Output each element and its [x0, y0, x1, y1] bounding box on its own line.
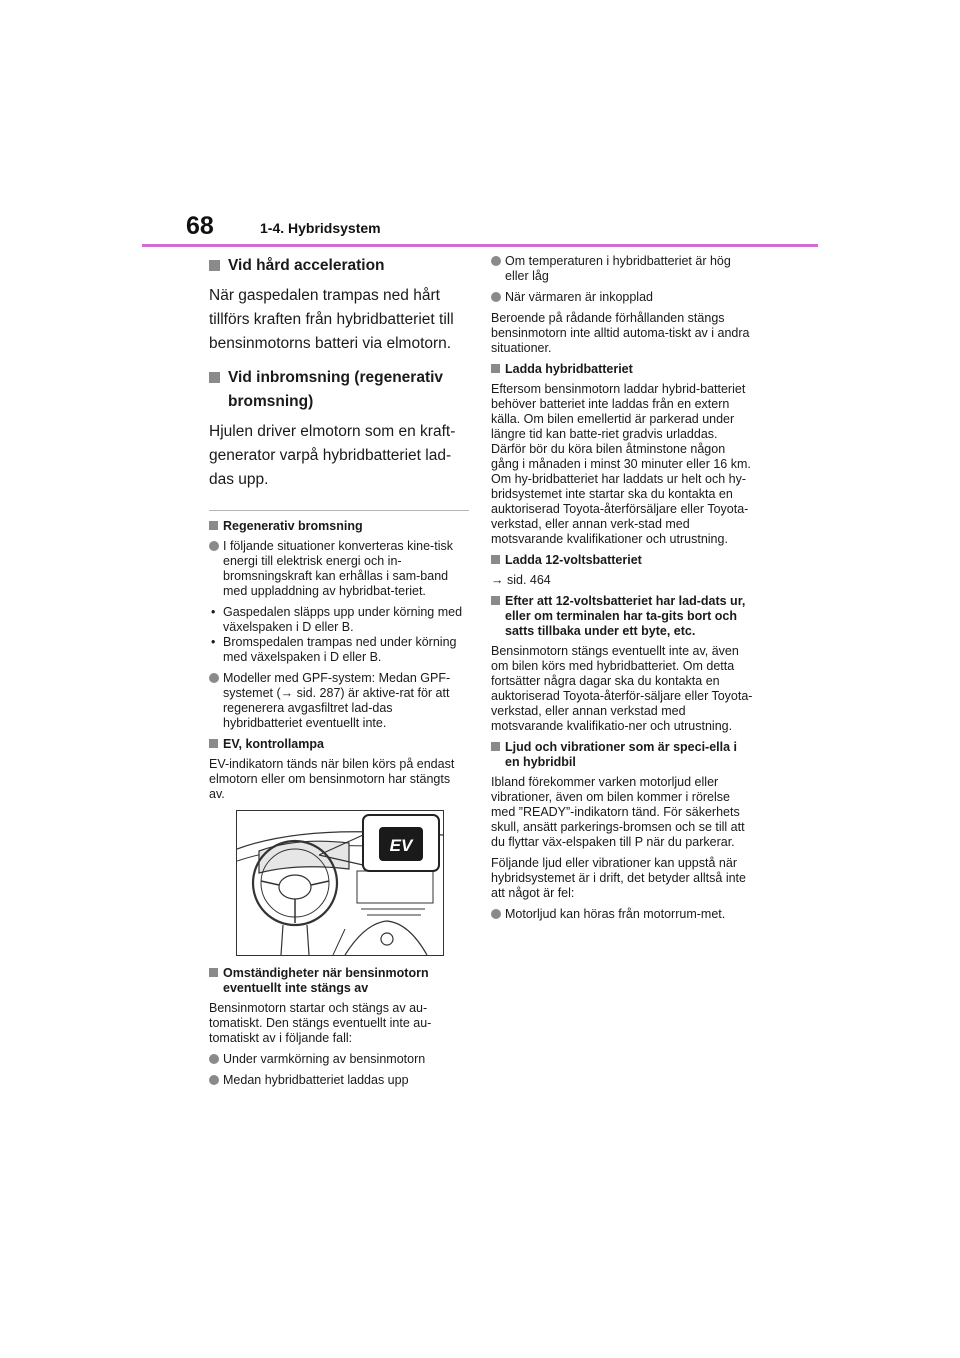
conditions-text: Beroende på rådande förhållanden stängs bensinmotorn inte alltid automa-tiskt av i andra situationer.: [491, 311, 750, 355]
hard-acceleration-heading: Vid hård acceleration: [209, 254, 469, 278]
circle-bullet-icon: [209, 1054, 219, 1064]
left-column: [209, 254, 469, 1094]
sound-text: Följande ljud eller vibrationer kan uppstå när hybridsystemet är i drift, det betyder alltså inte att något är fel:: [491, 856, 746, 900]
temp-bullet: Om temperaturen i hybridbatteriet är hög eller låg: [491, 254, 753, 284]
square-bullet-icon: [209, 372, 220, 383]
circle-bullet-icon: [491, 292, 501, 302]
after-battery-heading: Efter att 12-voltsbatteriet har lad-dats ur, eller om terminalen har ta-gits bort och satts tillbaka under ett byte, etc.: [491, 594, 753, 639]
ev-badge-icon: EV: [389, 836, 413, 855]
section-title: 1-4. Hybridsystem: [260, 220, 381, 236]
ev-heading: EV, kontrollampa: [209, 737, 469, 752]
square-bullet-icon: [491, 364, 500, 373]
ev-indicator-illustration: [236, 810, 444, 956]
square-bullet-icon: [209, 968, 218, 977]
charge-heading: Ladda hybridbatteriet: [491, 362, 753, 377]
engine-bullet: Medan hybridbatteriet laddas upp: [209, 1073, 469, 1088]
sound-heading: Ljud och vibrationer som är speci-ella i en hybridbil: [491, 740, 753, 770]
regen-sub-item: • Bromspedalen trampas ned under körning med växelspaken i D eller B.: [211, 635, 457, 664]
regen-sub-list: [209, 605, 469, 665]
engine-bullet: Under varmkörning av bensinmotorn: [209, 1052, 469, 1067]
dashboard-illustration: [237, 811, 443, 955]
sound-text: Ibland förekommer varken motorljud eller vibrationer, även om bilen kommer i rörelse med ”READY”-indikatorn tänd. För säkerhets skull, ansätt parkerings-bromsen och se till att du flyttar väx-elspaken till P när du parkerar.: [491, 775, 745, 849]
circle-bullet-icon: [209, 1075, 219, 1085]
gpf-bullet: Modeller med GPF-system: Medan GPF-systemet (→ sid. 287) är aktive-rat för att regenerera avgasfiltret lad-das hybridbatteriet eventuellt inte.: [209, 671, 469, 731]
ev-text: EV-indikatorn tänds när bilen körs på endast elmotorn eller om bensinmotorn har stängts av.: [209, 757, 455, 801]
heater-bullet: När värmaren är inkopplad: [491, 290, 753, 305]
charge-text: Eftersom bensinmotorn laddar hybrid-batteriet behöver batteriet inte laddas från en extern källa. Om bilen emellertid är parkerad under längre tid kan batte-riet gradvis urladdas. Därför bör du köra bilen åtminstone någon gång i månaden i minst 30 minuter eller 16 km. Om hy-bridbatteriet har laddats ur helt och hy-bridsystemet inte startar ska du kontakta en auktoriserad Toyota-återförsäljare eller Toyota-verkstad, eller annan verk-stad med motsvarande kvalifikationer och utrustning.: [491, 382, 751, 546]
section-divider: [209, 510, 469, 511]
engine-heading: Omständigheter när bensinmotorn eventuellt inte stängs av: [209, 966, 469, 996]
square-bullet-icon: [491, 555, 500, 564]
twelve-volt-ref: → sid. 464: [491, 573, 551, 587]
braking-text: Hjulen driver elmotorn som en kraft-generator varpå hybridbatteriet lad-das upp.: [209, 423, 456, 488]
page-number: 68: [186, 212, 214, 240]
circle-bullet-icon: [491, 256, 501, 266]
square-bullet-icon: [491, 596, 500, 605]
header-rule: [142, 244, 818, 247]
regen-heading: Regenerativ bromsning: [209, 519, 469, 534]
right-column: [491, 254, 753, 928]
square-bullet-icon: [209, 521, 218, 530]
hard-acceleration-text: När gaspedalen trampas ned hårt tillförs kraften från hybridbatteriet till bensinmotorns batteri via elmotorn.: [209, 287, 454, 352]
square-bullet-icon: [209, 260, 220, 271]
circle-bullet-icon: [209, 541, 219, 551]
square-bullet-icon: [491, 742, 500, 751]
regen-sub-item: • Gaspedalen släpps upp under körning med växelspaken i D eller B.: [211, 605, 463, 634]
regen-bullet: I följande situationer konverteras kine-tisk energi till elektrisk energi och in-bromsningskraft kan erhållas i sam-band med uppladdning av hybridbat-teriet.: [209, 539, 469, 599]
after-battery-text: Bensinmotorn stängs eventuellt inte av, även om bilen körs med hybridbatteriet. Om detta fortsätter några dagar ska du kontakta en auktoriserad Toyota-återför-säljare eller Toyota-verkstad, eller annan verkstad med motsvarande kvalifikatio-ner och utrustning.: [491, 644, 753, 733]
engine-text: Bensinmotorn startar och stängs av au-tomatiskt. Den stängs eventuellt inte au-tomatiskt av i följande fall:: [209, 1001, 432, 1045]
square-bullet-icon: [209, 739, 218, 748]
braking-heading: Vid inbromsning (regenerativ bromsning): [209, 366, 469, 414]
twelve-volt-heading: Ladda 12-voltsbatteriet: [491, 553, 753, 568]
circle-bullet-icon: [491, 909, 501, 919]
sound-bullet: Motorljud kan höras från motorrum-met.: [491, 907, 753, 922]
circle-bullet-icon: [209, 673, 219, 683]
